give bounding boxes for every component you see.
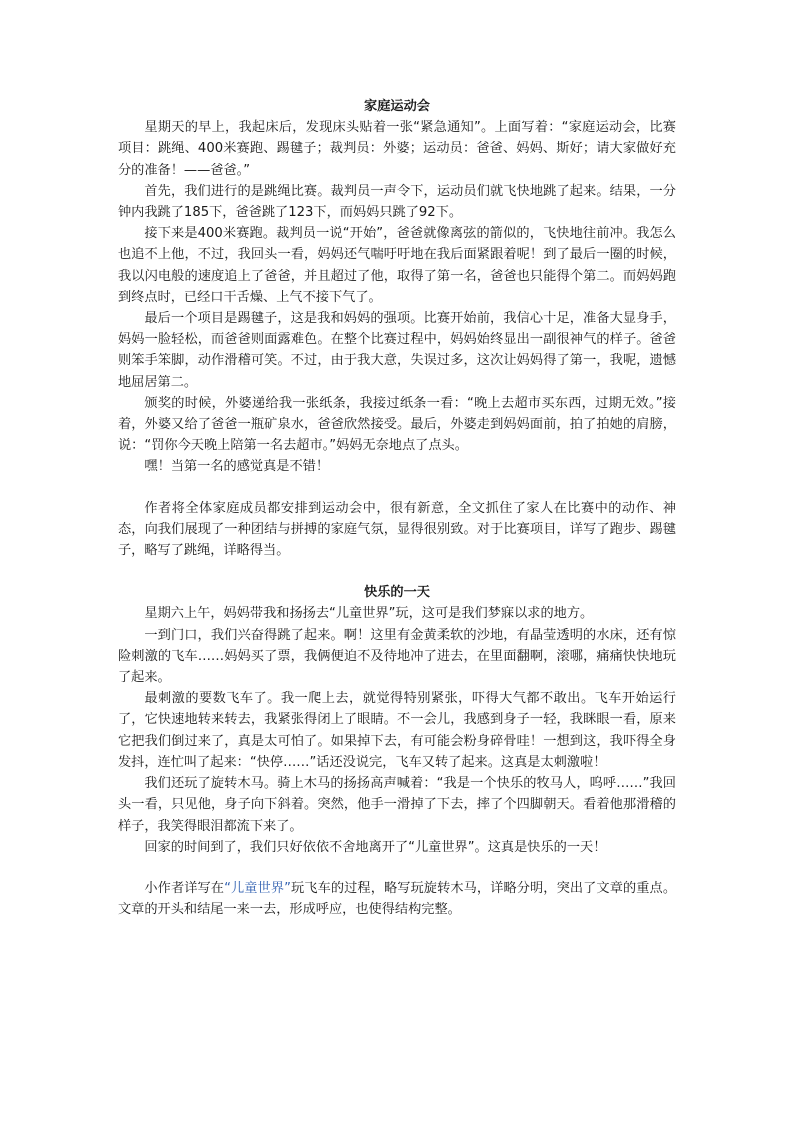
essay1-paragraph-4: 最后一个项目是踢毽子，这是我和妈妈的强项。比赛开始前，我信心十足，准备大显身手，妈妈一脸轻松，而爸爸则面露难色。在整个比赛过程中，妈妈始终显出一副很神气的样子。爸爸则笨手笨脚，动作滑稽可笑。不过，由于我大意，失误过多，这次让妈妈得了第一，我呢，遗憾地屈居第二。 <box>118 311 676 390</box>
essay2-comment-prefix: 小作者详写在 <box>144 880 225 896</box>
essay1-title: 家庭运动会 <box>364 99 430 114</box>
essay1-comment: 作者将全体家庭成员都安排到运动会中，很有新意，全文抓住了家人在比赛中的动作、神态，向我们展现了一种团结与拼搏的家庭气氛，显得很别致。对于比赛项目，详写了跑步、踢毽子，略写了跳绳，详略得当。 <box>118 500 676 559</box>
document-page <box>118 96 676 920</box>
spacer <box>118 561 676 582</box>
essay2-paragraph-2: 一到门口，我们兴奋得跳了起来。啊！这里有金黄柔软的沙地，有晶莹透明的水床，还有惊险刺激的飞车……妈妈买了票，我俩便迫不及待地冲了进去，在里面翻啊，滚哪，痛痛快快地玩了起来。 <box>118 627 676 686</box>
essay1-paragraph-6: 嘿！当第一名的感觉真是不错！ <box>144 459 330 475</box>
essay2-paragraph-5: 回家的时间到了，我们只好依依不舍地离开了“儿童世界”。这真是快乐的一天！ <box>144 839 607 855</box>
essay2-paragraph-1: 星期六上午，妈妈带我和扬扬去“儿童世界”玩，这可是我们梦寐以求的地方。 <box>144 606 594 622</box>
spacer <box>118 478 676 498</box>
essay2-comment-rest: 玩飞车的过程，略写玩旋转木马，详略分明，突出了文章的重点。文章的开头和结尾一来一去，形成呼应，也使得结构完整。 <box>118 880 677 918</box>
essay2-paragraph-3: 最刺激的要数飞车了。我一爬上去，就觉得特别紧张，吓得大气都不敢出。飞车开始运行了，它快速地转来转去，我紧张得闭上了眼睛。不一会儿，我感到身子一轻，我眯眼一看，原来它把我们倒过来了，真是太可怕了。如果掉下去，有可能会粉身碎骨哇！一想到这，我吓得全身发抖，连忙叫了起来：“快停……”话还没说完，飞车又转了起来。这真是太刺激啦！ <box>118 691 676 770</box>
essay1-paragraph-3: 接下来是400米赛跑。裁判员一说“开始”，爸爸就像离弦的箭似的，飞快地往前冲。我怎么也追不上他，不过，我回头一看，妈妈还气喘吁吁地在我后面紧跟着呢！到了最后一圈的时候，我以闪电般的速度追上了爸爸，并且超过了他，取得了第一名，爸爸也只能得个第二。而妈妈跑到终点时，已经口干舌燥、上气不接下气了。 <box>118 226 676 305</box>
spacer <box>118 858 676 878</box>
essay2-comment <box>118 878 676 920</box>
essay2-title: 快乐的一天 <box>364 585 430 601</box>
essay1-paragraph-1: 星期天的早上，我起床后，发现床头贴着一张“紧急通知”。上面写着：“家庭运动会，比赛项目：跳绳、400米赛跑、踢毽子；裁判员：外婆；运动员：爸爸、妈妈、斯好；请大家做好充分的准备！——爸爸。” <box>118 120 676 178</box>
essay2-comment-highlight: “儿童世界” <box>224 880 291 896</box>
essay1-paragraph-5: 颁奖的时候，外婆递给我一张纸条，我接过纸条一看：“晚上去超市买东西，过期无效。”接着，外婆又给了爸爸一瓶矿泉水，爸爸欣然接受。最后，外婆走到妈妈面前，拍了拍她的肩膀，说：“罚你今天晚上陪第一名去超市。”妈妈无奈地点了点头。 <box>118 395 676 454</box>
essay1-paragraph-2: 首先，我们进行的是跳绳比赛。裁判员一声令下，运动员们就飞快地跳了起来。结果，一分钟内我跳了185下，爸爸跳了123下，而妈妈只跳了92下。 <box>118 183 676 221</box>
essay2-paragraph-4: 我们还玩了旋转木马。骑上木马的扬扬高声喊着：“我是一个快乐的牧马人，呜呼……”我回头一看，只见他，身子向下斜着。突然，他手一滑掉了下去，摔了个四脚朝天。看着他那滑稽的样子，我笑得眼泪都流下来了。 <box>118 776 676 834</box>
